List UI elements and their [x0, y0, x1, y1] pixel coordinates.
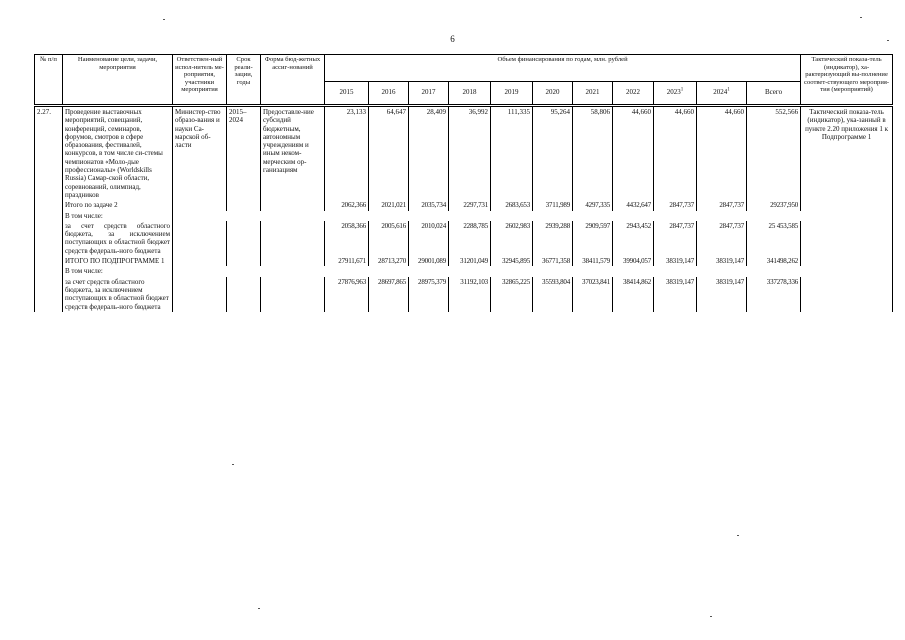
value-cell: 28713,270	[369, 256, 409, 266]
value-cell: 28,409	[409, 106, 449, 201]
value-cell: 32945,895	[491, 256, 533, 266]
value-cell: 2847,737	[654, 221, 697, 256]
value-cell: 2602,983	[491, 221, 533, 256]
value-cell: 2058,366	[325, 221, 369, 256]
value-cell: 2943,452	[613, 221, 654, 256]
scan-speck	[163, 19, 165, 20]
header-total: Всего	[747, 82, 801, 106]
value-cell: 2297,731	[449, 200, 491, 210]
row-name: Проведение выставочных мероприятий, совещаний, конференций, семинаров, форумов, смотров в сфере образования, фестивалей, конкурсов, в том числе си-стемы чемпионатов «Моло-дые профессионалы» (Worldskills Russia) Самар-ской области, соревнований, олимпиад, праздников	[63, 106, 173, 201]
value-cell: 2847,737	[697, 221, 747, 256]
task-total-label: Итого по задаче 2	[63, 200, 173, 210]
header-year-2023	[654, 82, 697, 106]
footnote-mark: 1	[680, 87, 684, 93]
value-cell: 64,647	[369, 106, 409, 201]
row-form: Предоставле-ние субсидий бюджетным, автономным учреждениям и иным неком-мерческим ор-ганизациям	[261, 106, 325, 201]
header-name: Наименование цели, задачи, мероприятия	[63, 55, 173, 106]
row-number: 2.27.	[35, 106, 63, 201]
value-cell: 2847,737	[697, 200, 747, 210]
row-indicator: Тактический показа-тель (индикатор), ука-занный в пункте 2.20 приложения 1 к Подпрограмме 1	[801, 106, 893, 201]
value-cell: 38411,579	[573, 256, 613, 266]
row-responsible: Министер-ство образо-вания и науки Са-марской об-ласти	[173, 106, 227, 201]
value-cell: 31192,103	[449, 277, 491, 312]
header-year-2016: 2016	[369, 82, 409, 106]
header-number: № п/п	[35, 55, 63, 106]
header-year-2017: 2017	[409, 82, 449, 106]
value-cell: 38319,147	[654, 277, 697, 312]
value-cell: 111,335	[491, 106, 533, 201]
table-row	[35, 211, 893, 221]
table-row	[35, 221, 893, 256]
scan-speck	[887, 40, 889, 41]
footnote-mark: 1	[727, 87, 730, 93]
header-year-2015: 2015	[325, 82, 369, 106]
value-cell: 39904,057	[613, 256, 654, 266]
header-funding: Объем финансирования по годам, млн. рублей	[325, 55, 801, 82]
header-year-2020: 2020	[533, 82, 573, 106]
value-cell: 2683,653	[491, 200, 533, 210]
header-indicator: Тактический показа-тель (индикатор), ха-рактеризующий вы-полнение соответ-ствующего мероприя-тия (мероприятий)	[801, 55, 893, 106]
value-cell: 28697,865	[369, 277, 409, 312]
value-cell: 36771,358	[533, 256, 573, 266]
header-year-2022: 2022	[613, 82, 654, 106]
value-cell: 23,133	[325, 106, 369, 201]
row-term: 2015–2024	[227, 106, 261, 201]
scan-speck	[232, 464, 234, 465]
value-cell: 28975,379	[409, 277, 449, 312]
header-responsible: Ответствен-ный испол-нитель ме-роприятия, участники мероприятия	[173, 55, 227, 106]
value-cell: 95,264	[533, 106, 573, 201]
header-year-2019: 2019	[491, 82, 533, 106]
header-year-2023-text: 2023	[666, 88, 681, 97]
header-year-2021: 2021	[573, 82, 613, 106]
total-cell: 341498,262	[747, 256, 801, 266]
value-cell: 31201,049	[449, 256, 491, 266]
value-cell: 3711,989	[533, 200, 573, 210]
value-cell: 2005,616	[369, 221, 409, 256]
header-year-2024	[697, 82, 747, 106]
value-cell: 2939,288	[533, 221, 573, 256]
source-label: за счет средств областного бюджета, за исключением поступающих в областной бюджет средств федераль-ного бюджета	[63, 221, 173, 256]
value-cell: 38319,147	[654, 256, 697, 266]
value-cell: 44,660	[697, 106, 747, 201]
value-cell: 44,660	[654, 106, 697, 201]
total-cell: 25 453,585	[747, 221, 801, 256]
table-row	[35, 256, 893, 266]
value-cell: 2010,024	[409, 221, 449, 256]
value-cell: 38414,862	[613, 277, 654, 312]
source-label: за счет средств областного бюджета, за исключением поступающих в областной бюджет средств федераль-ного бюджета	[63, 277, 173, 312]
scan-speck	[710, 616, 712, 617]
value-cell: 38319,147	[697, 277, 747, 312]
header-form: Форма бюд-жетных ассиг-нований	[261, 55, 325, 106]
value-cell: 29001,089	[409, 256, 449, 266]
total-cell: 552,566	[747, 106, 801, 201]
header-term: Срок реали-зации, годы	[227, 55, 261, 106]
value-cell: 4297,335	[573, 200, 613, 210]
value-cell: 2062,366	[325, 200, 369, 210]
table-row	[35, 200, 893, 210]
scan-speck	[258, 608, 260, 609]
value-cell: 27876,963	[325, 277, 369, 312]
value-cell: 36,992	[449, 106, 491, 201]
table-row	[35, 277, 893, 312]
value-cell: 2035,734	[409, 200, 449, 210]
total-cell: 337278,336	[747, 277, 801, 312]
table-row	[35, 266, 893, 276]
scan-speck	[737, 535, 739, 536]
scan-speck	[860, 17, 862, 18]
table-row	[35, 106, 893, 201]
header-year-2024-text: 2024	[713, 88, 728, 97]
value-cell: 44,660	[613, 106, 654, 201]
financing-table	[34, 54, 893, 312]
value-cell: 2288,785	[449, 221, 491, 256]
value-cell: 35593,804	[533, 277, 573, 312]
value-cell: 2909,597	[573, 221, 613, 256]
value-cell: 2021,021	[369, 200, 409, 210]
value-cell: 4432,647	[613, 200, 654, 210]
subprogram-total-label: ИТОГО ПО ПОДПРОГРАММЕ 1	[63, 256, 173, 266]
including-label: В том числе:	[63, 211, 173, 221]
value-cell: 38319,147	[697, 256, 747, 266]
header-year-2018: 2018	[449, 82, 491, 106]
value-cell: 58,806	[573, 106, 613, 201]
total-cell: 29237,950	[747, 200, 801, 210]
including-label: В том числе:	[63, 266, 173, 276]
value-cell: 27911,671	[325, 256, 369, 266]
value-cell: 32865,225	[491, 277, 533, 312]
value-cell: 37023,841	[573, 277, 613, 312]
page-number: 6	[450, 34, 455, 44]
value-cell: 2847,737	[654, 200, 697, 210]
